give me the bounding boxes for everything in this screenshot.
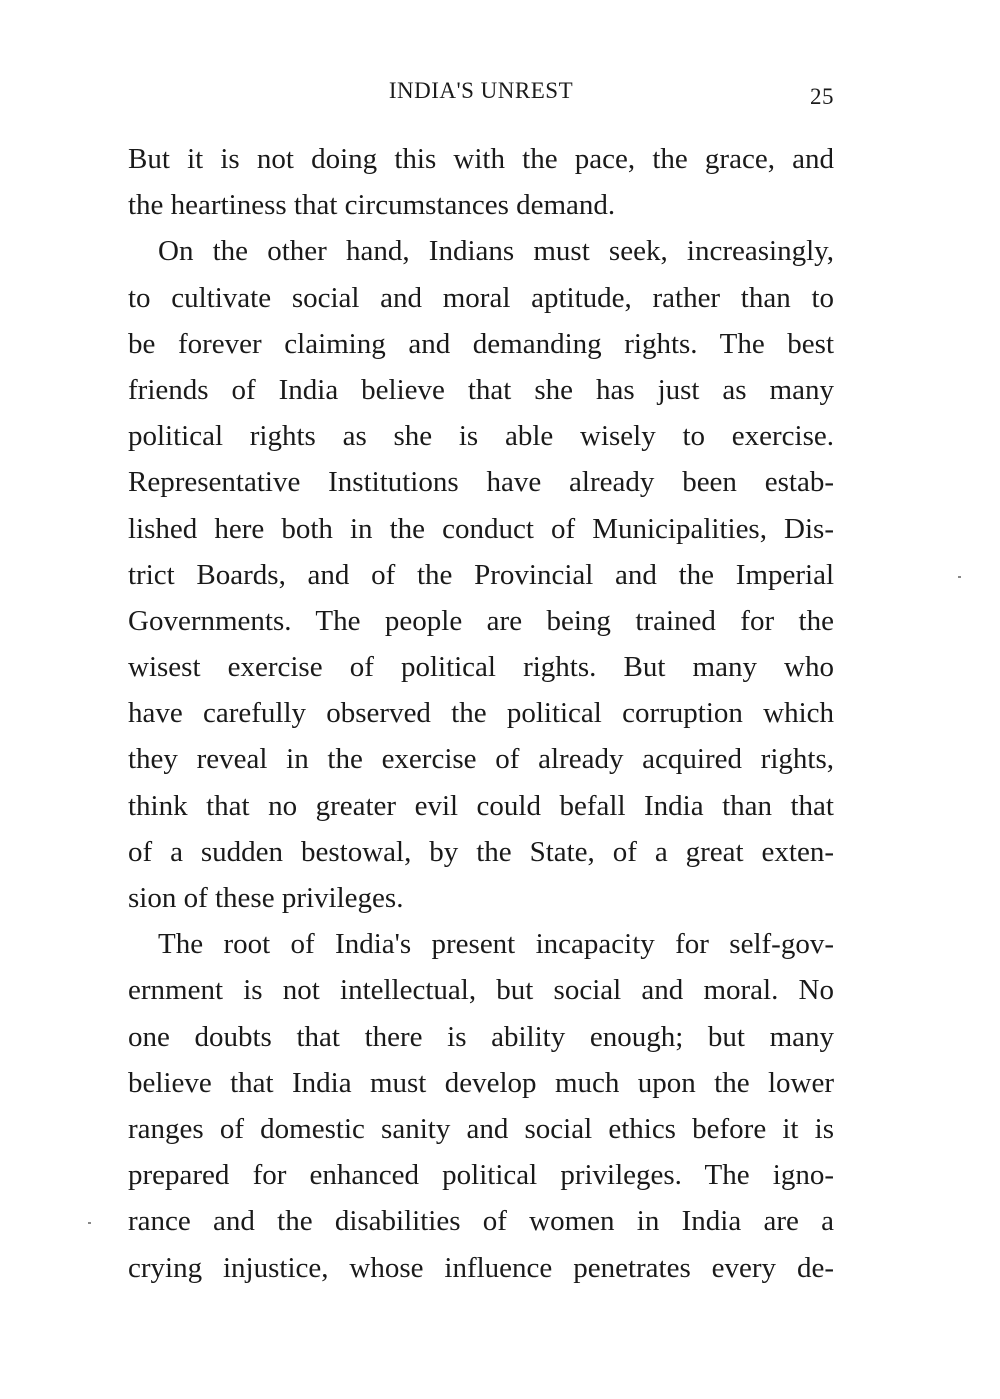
paragraph xyxy=(128,136,834,228)
page-number: 25 xyxy=(810,84,834,109)
text-line: The root of India's present incapacity for self-gov- xyxy=(158,928,834,961)
text-line: friends of India believe that she has just as many xyxy=(128,373,834,406)
text-line: trict Boards, and of the Provincial and the Imperial xyxy=(128,558,834,591)
text-line: think that no greater evil could befall India than that xyxy=(128,789,834,822)
text-line: be forever claiming and demanding rights. The best xyxy=(128,327,834,360)
running-title: INDIA'S UNREST xyxy=(388,78,574,103)
text-line: crying injustice, whose influence penetrates every de- xyxy=(128,1251,834,1284)
text-line: sion of these privileges. xyxy=(128,882,404,914)
text-line: believe that India must develop much upon the lower xyxy=(128,1066,834,1099)
text-line: lished here both in the conduct of Municipalities, Dis- xyxy=(128,512,834,545)
scan-speck xyxy=(88,1222,91,1224)
text-line: ranges of domestic sanity and social ethics before it is xyxy=(128,1112,834,1145)
text-line: Governments. The people are being trained for the xyxy=(128,604,834,637)
text-line: rance and the disabilities of women in India are a xyxy=(128,1205,834,1238)
text-line: political rights as she is able wisely to exercise. xyxy=(128,420,834,453)
body-text xyxy=(128,136,834,1291)
running-head xyxy=(128,78,834,110)
text-line: to cultivate social and moral aptitude, rather than to xyxy=(128,281,834,314)
paragraph xyxy=(128,228,834,921)
text-line: of a sudden bestowal, by the State, of a great exten- xyxy=(128,835,834,868)
text-line: wisest exercise of political rights. But many who xyxy=(128,651,834,684)
text-line: Representative Institutions have already been estab- xyxy=(128,466,834,499)
text-line: But it is not doing this with the pace, the grace, and xyxy=(128,143,834,175)
text-line: one doubts that there is ability enough; but many xyxy=(128,1020,834,1053)
text-line: ernment is not intellectual, but social and moral. No xyxy=(128,974,834,1007)
paragraph xyxy=(128,921,834,1291)
text-line: On the other hand, Indians must seek, increasingly, xyxy=(158,235,834,268)
text-line: prepared for enhanced political privileges. The igno- xyxy=(128,1159,834,1192)
scan-speck xyxy=(958,576,961,578)
text-line: they reveal in the exercise of already acquired rights, xyxy=(128,743,834,776)
text-line: have carefully observed the political corruption which xyxy=(128,697,834,730)
text-line: the heartiness that circumstances demand. xyxy=(128,189,616,222)
